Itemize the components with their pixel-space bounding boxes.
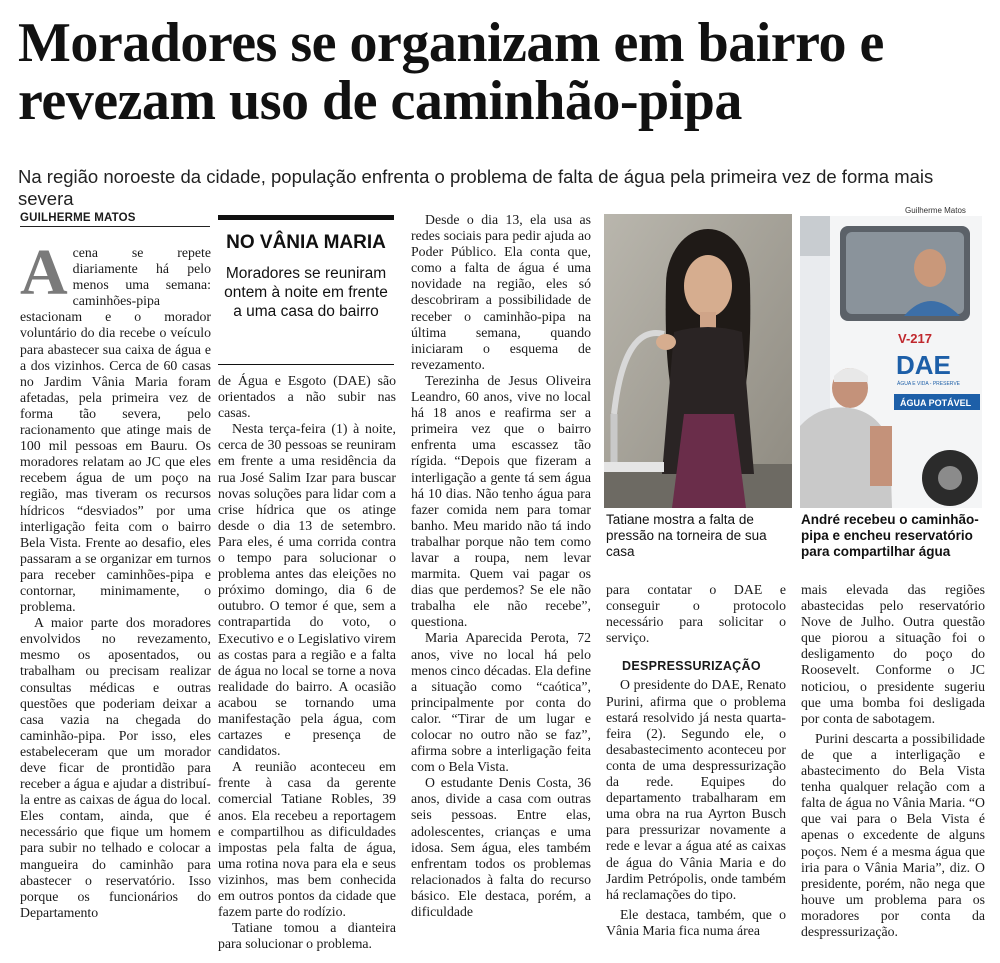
article-paragraph: Nesta terça-feira (1) à noite, cerca de 30 pessoas se reuniram em frente a uma residência da rua José Salim Izar para buscar novas soluções para lidar com a crise hídrica que os atinge desde o dia 13 de setembro. Para eles, é uma corrida contra o tempo para solucionar o problema antes das eleições no próximo domingo, dia 6 de outubro. O temor é que, sem a contrapartida do voto, o Executivo e o Legislativo virem as costas para a região e a falta de água no local se torne a nova realidade do bairro. A ocasião acabou se tornando uma manifestação pela água, com cartazes e presença de candidatos. xyxy=(218,421,396,759)
photo-illustration xyxy=(604,214,792,508)
byline: GUILHERME MATOS xyxy=(20,212,210,227)
article-paragraph: Desde o dia 13, ela usa as redes sociais para pedir ajuda ao Poder Público. Ela conta que, como a falta de água é uma novidade na região, eles só descobriram a possibilidade de receber o caminhão-pipa na última semana, quando iniciaram o esquema de revezamento. xyxy=(411,212,591,372)
article-paragraph: Purini descarta a possibilidade de que a interligação e abastecimento do Bela Vista tenha qualquer relação com a falta de água no Vânia Maria. “O que vai para o Bela Vista é apenas o excedente de alguns poços. Nem é a mesma água que iria para o Vânia Maria”, diz. O presidente, porém, não nega que houve um problema para os moradores por conta da despressurização. xyxy=(801,730,985,939)
article-column-3 xyxy=(411,212,591,920)
section-heading: DESPRESSURIZAÇÃO xyxy=(622,659,761,674)
article-column-2 xyxy=(218,373,396,952)
box-text: Moradores se reuniram ontem à noite em frente a uma casa do bairro xyxy=(224,265,388,320)
box-title: NO VÂNIA MARIA xyxy=(226,232,386,253)
highlight-box xyxy=(218,215,394,365)
article-paragraph: mais elevada das regiões abastecidas pelo reservatório Nove de Julho. Outra questão que piorou a situação foi o desligamento do poço do Roosevelt. Conforme o JC noticiou, o presidente sugeriu que uma bomba foi desligada por conta de sabotagem. xyxy=(801,582,985,726)
photo-caption-andre: André recebeu o caminhão-pipa e encheu reservatório para compartilhar água xyxy=(801,512,979,559)
article-paragraph: Maria Aparecida Perota, 72 anos, vive no local há pelo menos cinco décadas. Ela define a situação como “caótica”, principalmente por conta do calor. “Tirar de um lugar e colocar no outro não se faz”, afirma sobre a interligação feita com o Bela Vista. xyxy=(411,630,591,775)
dae-logo: DAE xyxy=(896,350,951,380)
article-paragraph: Tatiane tomou a dianteira para solucionar o problema. xyxy=(218,920,396,952)
article-column-1 xyxy=(20,236,211,921)
truck-code: V-217 xyxy=(898,331,932,346)
article-paragraph: A maior parte dos moradores envolvidos no revezamento, mesmo os aposentados, ou trabalham ou precisam realizar consultas médicas e outras questões que poderiam deixar a casa vazia na chegada do caminhão-pipa. Por isso, eles estabeleceram que um morador deve ficar de prontidão para receber a água e ajudar a distribuí-la entre as caixas de água do local. Eles contam, ainda, que é necessário que fique um homem para subir no telhado e colocar a mangueira do caminhão para abastecer o reservatório. Isso porque os funcionários do Departamento xyxy=(20,615,211,920)
photo-credit: Guilherme Matos xyxy=(905,206,966,215)
article-paragraph: Ele destaca, também, que o Vânia Maria fica numa área xyxy=(606,906,786,938)
article-paragraph: O estudante Denis Costa, 36 anos, divide a casa com outras seis pessoas. Entre elas, adolescentes, crianças e uma idosa. Sem água, eles também enfrentam todos os problemas relacionados à falta do recurso básico. Ele destaca, porém, a dificuldade xyxy=(411,775,591,920)
article-paragraph: Acena se repete diariamente há pelo menos uma semana: caminhões-pipa estacionam e o morador voluntário do dia recebe o veículo para abastecer sua caixa de água e a dos vizinhos. Cerca de 60 casas no Jardim Vânia Maria foram afetadas, pela primeira vez de forma tão severa, pelo racionamento que atinge mais de 100 mil pessoas em Bauru. Os moradores relatam ao JC que eles recebem água de um poço na região, mas tiveram os recursos hídricos “desviados” por uma interligação feita com o bairro Bela Vista. Frente ao desafio, eles passaram a se organizar em turnos para receber caminhões-pipa e contornar, minimamente, o problema. xyxy=(20,236,211,615)
subheadline: Na região noroeste da cidade, população enfrenta o problema de falta de água pela primeira vez de forma mais severa xyxy=(18,166,934,209)
truck-label: ÁGUA POTÁVEL xyxy=(900,398,972,408)
article-paragraph: Terezinha de Jesus Oliveira Leandro, 60 anos, vive no local há 18 anos e reafirma ser a primeira vez que o bairro enfrenta uma escassez tão rígida. “Depois que fizeram a interligação a gente tá sem água há 10 dias. Não tenho água para fazer comida nem para tomar banho. Meu marido não tá indo trabalhar porque não tem como lavar a roupa, nem levar marmita. Quem vai pagar os dias que perdemos? Se ele não trabalha ele não recebe”, questiona. xyxy=(411,372,591,630)
photo-illustration xyxy=(800,216,982,508)
drop-cap: A xyxy=(20,236,68,309)
photo-caption-tatiane: Tatiane mostra a falta de pressão na torneira de sua casa xyxy=(606,512,767,559)
article-paragraph: de Água e Esgoto (DAE) são orientados a não subir nas casas. xyxy=(218,373,396,421)
article-paragraph: O presidente do DAE, Renato Purini, afirma que o problema estará resolvido já nesta quarta-feira (2). Segundo ele, o desabastecimento aconteceu por conta de uma despressurização da rede. Equipes do departamento trabalharam em uma obra na rua Ayrton Busch para pressurizar novamente a rede e levar a água até as caixas de água do Vânia Maria e do Jardim Petrópolis, onde também há reclamações do tipo. xyxy=(606,677,786,902)
photo-tatiane-faucet xyxy=(604,214,792,508)
article-column-5 xyxy=(801,582,985,940)
headline: Moradores se organizam em bairro e revezam uso de caminhão-pipa xyxy=(18,12,884,132)
article-paragraph: para contatar o DAE e conseguir o protocolo necessário para solicitar o serviço. xyxy=(606,582,786,646)
photo-andre-truck xyxy=(800,216,982,508)
article-paragraph: A reunião aconteceu em frente à casa da gerente comercial Tatiane Robles, 39 anos. Ela recebeu a reportagem e compartilhou as dificuldades impostas pela falta de água, uma rotina nova para ela e seus vizinhos, mas bem conhecida em outros pontos da cidade que fazem parte do rodízio. xyxy=(218,759,396,920)
dae-logo-subtitle: ÁGUA E VIDA - PRESERVE xyxy=(897,381,960,387)
article-column-4 xyxy=(606,582,786,939)
